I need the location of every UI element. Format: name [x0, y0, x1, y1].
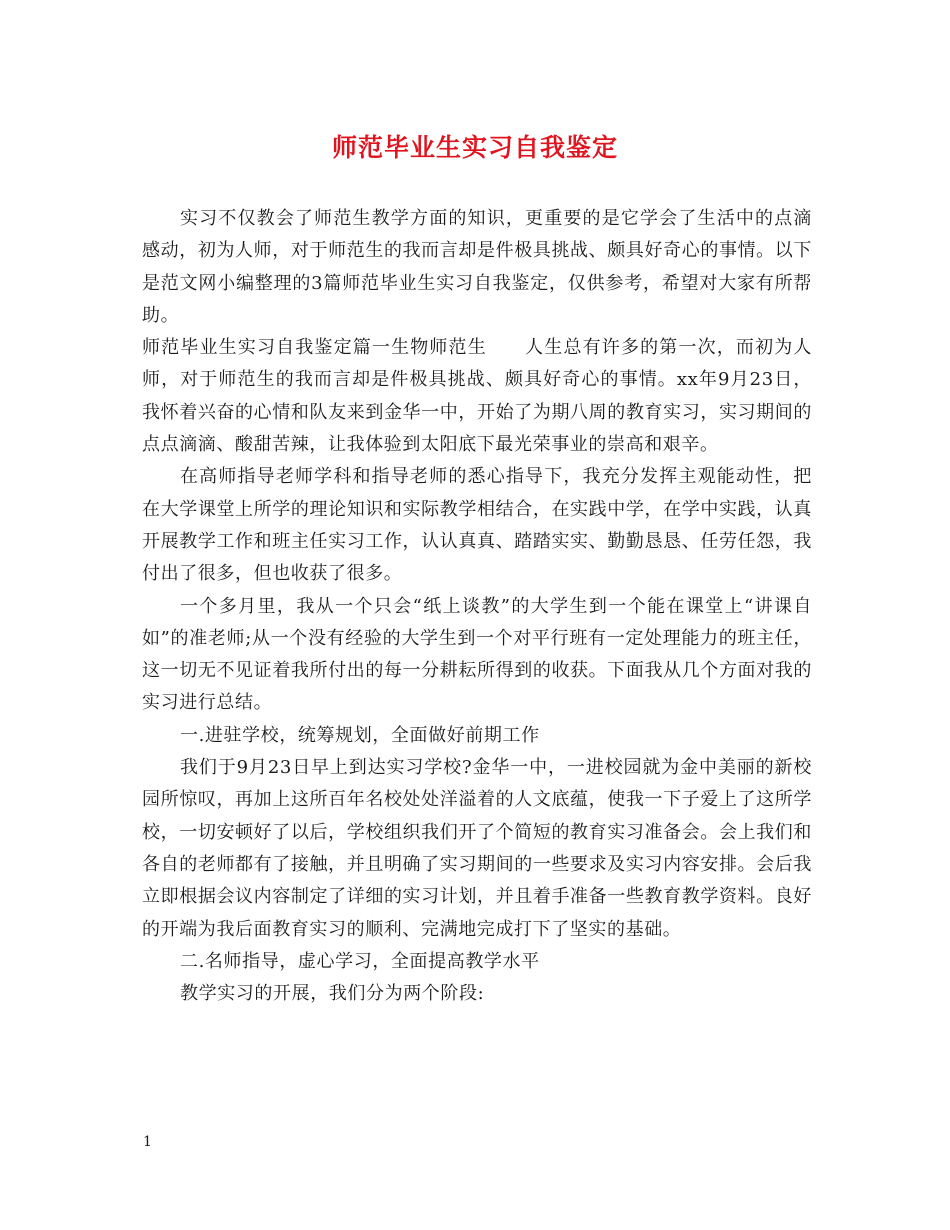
paragraph-arrival: 我们于9月23日早上到达实习学校?金华一中，一进校园就为金中美丽的新校园所惊叹，再加上这所百年名校处处洋溢着的人文底蕴，使我一下子爱上了这所学校，一切安顿好了以后，学校组织我们开了个简短的教育实习准备会。会上我们和各自的老师都有了接触，并且明确了实习期间的一些要求及实习内容安排。会后我立即根据会议内容制定了详细的实习计划，并且着手准备一些教育教学资料。良好的开端为我后面教育实习的顺利、完满地完成打下了坚实的基础。: [142, 757, 812, 940]
page-number: 1: [143, 1134, 152, 1150]
paragraph-intro: 实习不仅教会了师范生教学方面的知识，更重要的是它学会了生活中的点滴感动，初为人师，对于师范生的我而言却是件极具挑战、颇具好奇心的事情。以下是范文网小编整理的3篇师范毕业生实习自我鉴定，仅供参考，希望对大家有所帮助。: [142, 208, 812, 326]
document-title: 师范毕业生实习自我鉴定: [331, 133, 618, 162]
paragraph-month-summary: 一个多月里，我从一个只会“纸上谈教”的大学生到一个能在课堂上“讲课自如”的准老师;从一个没有经验的大学生到一个对平行班有一定处理能力的班主任，这一切无不见证着我所付出的每一分耕耘所得到的收获。下面我从几个方面对我的实习进行总结。: [142, 595, 812, 714]
paragraph-teaching-stages: 教学实习的开展，我们分为两个阶段:: [180, 983, 485, 1005]
section-heading-two: 二.名师指导，虚心学习，全面提高教学水平: [180, 950, 540, 972]
section-heading-one: 一.进驻学校，统筹规划，全面做好前期工作: [180, 724, 540, 746]
paragraph-guidance: 在高师指导老师学科和指导老师的悉心指导下，我充分发挥主观能动性，把在大学课堂上所学的理论知识和实际教学相结合，在实践中学，在学中实践，认真开展教学工作和班主任实习工作，认认真真、踏踏实实、勤勤恳恳、任劳任怨，我付出了很多，但也收获了很多。: [142, 466, 812, 585]
paragraph-section-one-heading: 师范毕业生实习自我鉴定篇一生物师范生 人生总有许多的第一次，而初为人师，对于师范生的我而言却是件极具挑战、颇具好奇心的事情。xx年9月23日，我怀着兴奋的心情和队友来到金华一中，开始了为期八周的教育实习，实习期间的点点滴滴、酸甜苦辣，让我体验到太阳底下最光荣事业的崇高和艰辛。: [142, 337, 812, 456]
document-body: [142, 203, 812, 1010]
